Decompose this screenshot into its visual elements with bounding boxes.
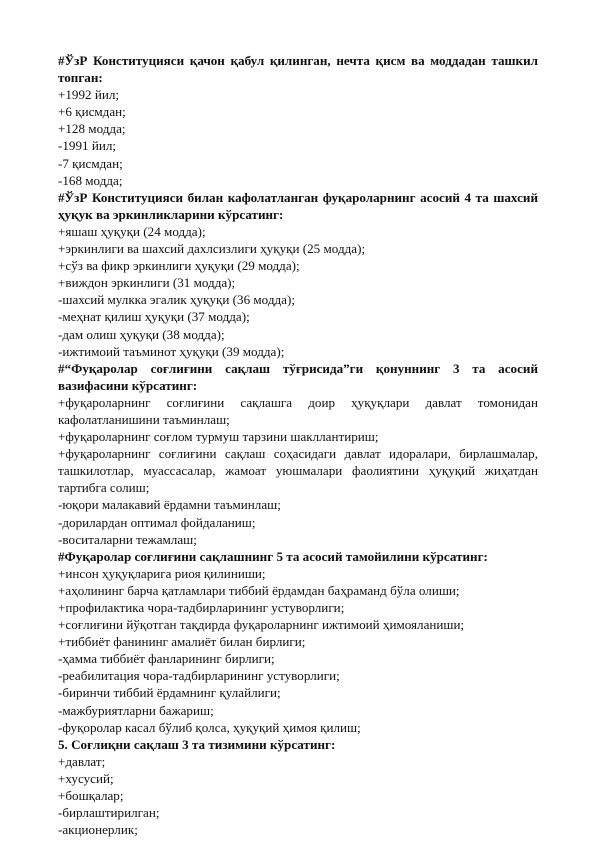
answer-4-4: +соғлиғини йўқотган тақдирда фуқароларнинг ижтимоий ҳимояланиши; [58, 617, 465, 633]
answer-1-4: -1991 йил; [58, 138, 117, 154]
answer-1-5: -7 қисмдан; [58, 155, 123, 171]
answer-5-2: +хусусий; [58, 770, 114, 786]
answer-2-2: +эркинлиги ва шахсий дахлсизлиги ҳуқуқи (25 модда); [58, 241, 366, 257]
question-3: #“Фуқаролар соғлиғини сақлаш тўғрисида”ги қонуннинг 3 та асосий вазифасини кўрсатинг: [58, 360, 538, 393]
answer-4-2: +аҳолининг барча қатламлари тиббий ёрдамдан баҳраманд бўла олиши; [58, 582, 460, 598]
question-2: #ЎзР Конституцияси билан кафолатланган фуқароларнинг асосий 4 та шахсий ҳуқук ва эркинликларини кўрсатинг: [58, 189, 538, 222]
answer-3-3: +фуқароларнинг соғлиғини сақлаш соҳасидаги давлат идоралари, бирлашмалар, ташкилотлар, муассасалар, жамоат уюшмалари фаолиятини ҳуқуқий жиҳатдан тартибга солиш; [58, 446, 538, 496]
answer-2-3: +сўз ва фикр эркинлиги ҳуқуқи (29 модда); [58, 258, 300, 274]
answer-4-8: -биринчи тиббий ёрдамнинг қулайлиги; [58, 685, 281, 701]
answer-4-1: +инсон ҳуқуқларига риоя қилиниши; [58, 565, 266, 581]
answer-1-2: +6 қисмдан; [58, 104, 126, 120]
answer-2-8: -ижтимоий таъминот ҳуқуқи (39 модда); [58, 343, 285, 359]
answer-2-4: +виждон эркинлиги (31 модда); [58, 275, 236, 291]
answer-5-3: +бошқалар; [58, 788, 124, 804]
answer-3-4: -юқори малакавий ёрдамни таъминлаш; [58, 497, 281, 513]
answer-2-5: -шахсий мулкка эгалик ҳуқуқи (36 модда); [58, 292, 295, 308]
answer-3-5: -дорилардан оптимал фойдаланиш; [58, 514, 256, 530]
answer-5-4: -бирлаштирилган; [58, 805, 160, 821]
answer-4-3: +профилактика чора-тадбирларининг устуворлиги; [58, 600, 345, 615]
answer-2-7: -дам олиш ҳуқуқи (38 модда); [58, 326, 225, 342]
answer-2-6: -меҳнат қилиш ҳуқуқи (37 модда); [58, 309, 250, 325]
answer-5-1: +давлат; [58, 753, 106, 769]
answer-4-10: -фуқоролар касал бўлиб қолса, ҳуқуқий ҳимоя қилиш; [58, 719, 361, 735]
answer-4-9: -мажбуриятларни бажариш; [58, 702, 214, 718]
answer-3-6: -воситаларни тежамлаш; [58, 531, 197, 547]
answer-2-1: +яшаш ҳуқуқи (24 модда); [58, 223, 206, 239]
answer-4-7: -реабилитация чора-тадбирларининг устуворлиги; [58, 668, 340, 684]
answer-3-2: +фуқароларнинг соғлом турмуш тарзини шакллантириш; [58, 429, 379, 445]
document-page [58, 52, 538, 838]
question-5: 5. Соғлиқни сақлаш 3 та тизимини кўрсатинг: [58, 736, 336, 752]
answer-1-1: +1992 йил; [58, 87, 120, 103]
answer-4-5: +тиббиёт фанининг амалиёт билан бирлиги; [58, 634, 306, 650]
answer-1-6: -168 модда; [58, 172, 123, 188]
question-1: #ЎзР Конституцияси қачон қабул қилинган, нечта қисм ва моддадан ташкил топган: [58, 53, 538, 86]
question-4: #Фуқаролар соғлиғини сақлашнинг 5 та асосий тамойилини кўрсатинг: [58, 548, 488, 564]
answer-3-1: +фуқароларнинг соғлиғини сақлашга доир ҳуқуқлари давлат томонидан кафолатланишини таъминлаш; [58, 394, 538, 427]
answer-5-5: -акционерлик; [58, 822, 138, 838]
answer-4-6: -ҳамма тиббиёт фанларининг бирлиги; [58, 651, 275, 667]
answer-1-3: +128 модда; [58, 121, 126, 137]
